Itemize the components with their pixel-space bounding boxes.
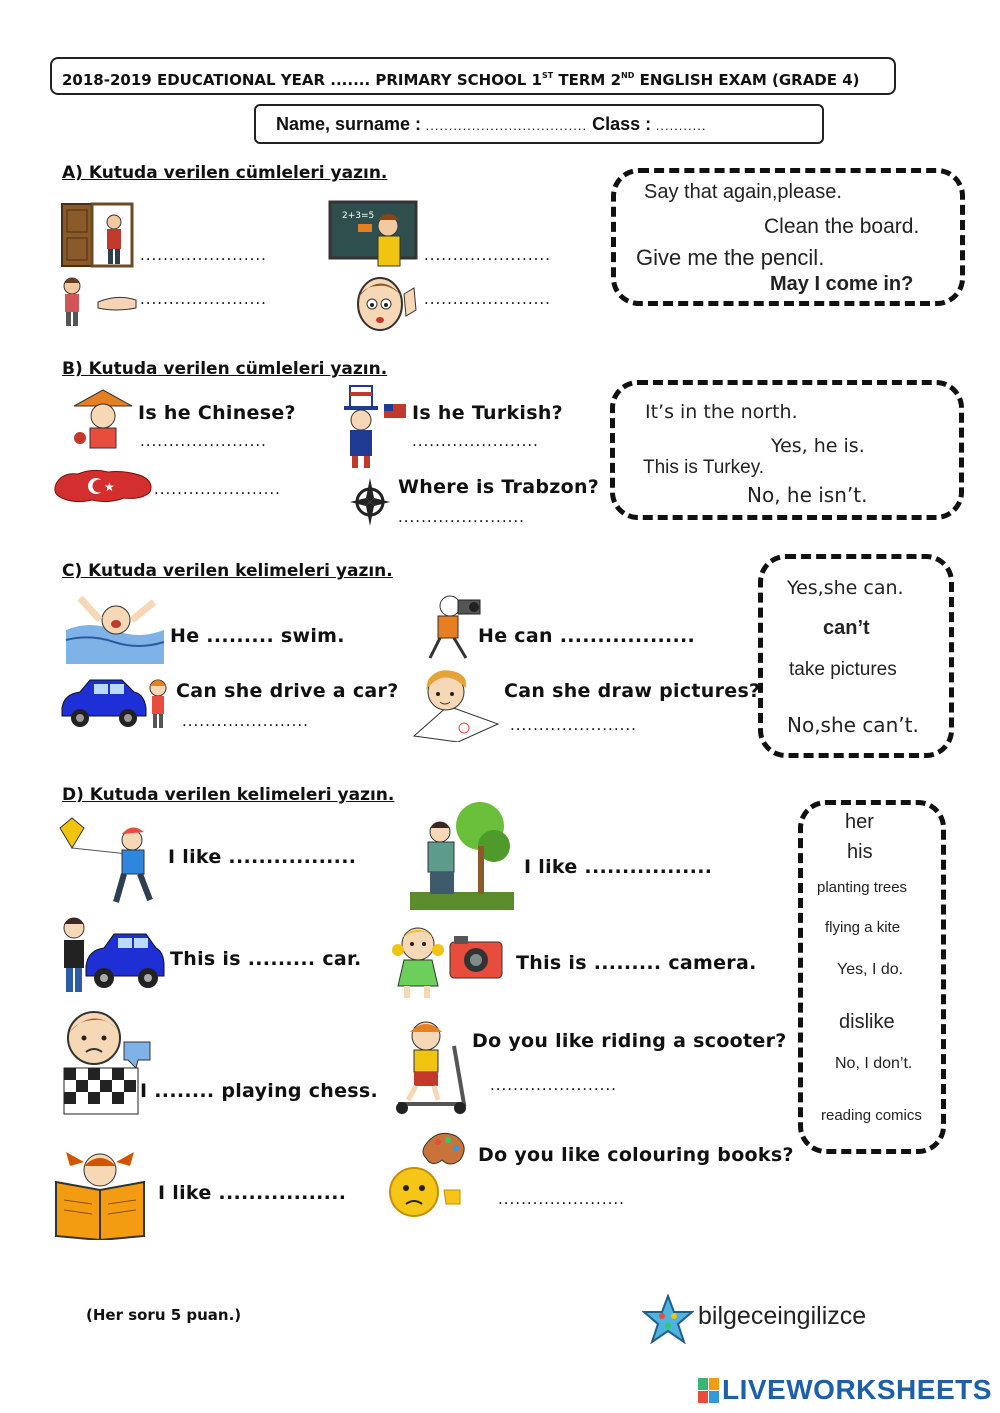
exam-title: 2018-2019 EDUCATIONAL YEAR ....... PRIMARY SCHOOL 1ST TERM 2ND ENGLISH EXAM (GRADE 4)	[50, 57, 896, 95]
section-d-sentence-1: I like .................	[168, 846, 357, 868]
section-b-blank-2[interactable]: ......................	[412, 432, 539, 450]
option-a-2: Clean the board.	[764, 215, 920, 238]
section-b-blank-1[interactable]: ......................	[140, 432, 267, 450]
section-d-sentence-7: I like .................	[158, 1182, 347, 1204]
palette-confused-icon	[386, 1124, 472, 1222]
section-d-sentence-3: This is ......... car.	[170, 948, 362, 970]
option-c-1: Yes,she can.	[787, 577, 904, 599]
section-b-blank-3[interactable]: ......................	[154, 480, 281, 498]
option-d-1: her	[845, 811, 874, 833]
chinese-man-icon	[70, 388, 136, 450]
option-d-6: dislike	[839, 1011, 895, 1033]
svg-text:★: ★	[104, 480, 115, 494]
clean-board-icon	[328, 198, 420, 270]
liveworksheets-watermark[interactable]: LIVEWORKSHEETS	[722, 1374, 992, 1405]
section-c-sentence-3: Can she drive a car?	[176, 680, 399, 702]
option-d-5: Yes, I do.	[837, 961, 904, 978]
section-d-title: D) Kutuda verilen kelimeleri yazın.	[62, 785, 395, 805]
section-a-title: A) Kutuda verilen cümleleri yazın.	[62, 163, 388, 183]
section-d-blank-2[interactable]: ......................	[498, 1190, 625, 1208]
section-d-sentence-6: Do you like riding a scooter?	[472, 1030, 787, 1052]
section-a-blank-2[interactable]: ......................	[424, 246, 551, 264]
option-c-3: take pictures	[789, 659, 897, 680]
section-d-option-box	[798, 800, 946, 1154]
name-dots[interactable]: ...................................	[421, 118, 588, 133]
section-d-sentence-2: I like .................	[524, 856, 713, 878]
section-a-blank-4[interactable]: ......................	[424, 290, 551, 308]
option-d-2: his	[847, 841, 873, 863]
give-pencil-icon	[58, 274, 140, 330]
liveworksheets-logo-icon	[698, 1378, 720, 1404]
section-b-question-1: Is he Chinese?	[138, 402, 296, 424]
option-b-3: This is Turkey.	[643, 457, 765, 478]
compass-icon	[348, 476, 394, 528]
reading-girl-icon	[50, 1148, 150, 1240]
option-a-4: May I come in?	[770, 273, 914, 295]
option-b-2: Yes, he is.	[771, 435, 865, 457]
option-b-1: It’s in the north.	[645, 401, 798, 423]
section-c-sentence-4: Can she draw pictures?	[504, 680, 761, 702]
svg-text:2+3=5: 2+3=5	[342, 211, 375, 221]
option-a-3: Give me the pencil.	[636, 245, 825, 270]
section-d-sentence-4: This is ......... camera.	[516, 952, 757, 974]
section-a-blank-1[interactable]: ......................	[140, 246, 267, 264]
section-c-title: C) Kutuda verilen kelimeleri yazın.	[62, 561, 393, 581]
section-c-blank-1[interactable]: ......................	[182, 712, 309, 730]
option-c-4: No,she can’t.	[787, 713, 919, 737]
option-a-1: Say that again,please.	[644, 181, 842, 203]
section-c-blank-2[interactable]: ......................	[510, 716, 637, 734]
drawing-girl-icon	[408, 666, 502, 742]
section-d-blank-1[interactable]: ......................	[490, 1076, 617, 1094]
section-d-sentence-8: Do you like colouring books?	[478, 1144, 794, 1166]
section-d-sentence-5: I ........ playing chess.	[140, 1080, 379, 1102]
option-b-4: No, he isn’t.	[747, 483, 868, 507]
section-b-question-3: Where is Trabzon?	[398, 476, 600, 498]
girl-camera-icon	[390, 920, 506, 1002]
section-c-sentence-1: He ......... swim.	[170, 625, 345, 647]
option-c-2: can’t	[823, 617, 870, 639]
boy-car-icon	[58, 912, 168, 996]
name-label: Name, surname :	[276, 114, 422, 134]
section-b-blank-4[interactable]: ......................	[398, 508, 525, 526]
car-girl-icon	[58, 670, 174, 734]
points-note: (Her soru 5 puan.)	[86, 1306, 242, 1324]
scooter-girl-icon	[388, 1016, 472, 1116]
name-class-box	[254, 104, 824, 144]
option-d-7: No, I don’t.	[835, 1055, 913, 1072]
swimming-boy-icon	[60, 590, 168, 666]
option-d-8: reading comics	[821, 1107, 922, 1124]
kite-boy-icon	[58, 814, 164, 908]
section-b-title: B) Kutuda verilen cümleleri yazın.	[62, 359, 388, 379]
listening-face-icon	[350, 270, 420, 334]
class-dots[interactable]: ...........	[651, 118, 707, 133]
section-c-option-box	[758, 554, 954, 758]
planting-tree-icon	[410, 796, 514, 912]
section-c-sentence-2: He can ..................	[478, 625, 696, 647]
section-a-option-box	[611, 168, 965, 306]
class-label: Class :	[587, 114, 652, 134]
turkey-map-icon	[52, 466, 156, 508]
option-d-4: flying a kite	[825, 919, 901, 936]
option-d-3: planting trees	[817, 879, 908, 896]
door-knock-icon	[60, 200, 136, 270]
uncle-sam-icon	[332, 384, 410, 470]
brand-name: bilgeceingilizce	[698, 1302, 867, 1330]
section-b-option-box	[610, 380, 964, 520]
section-a-blank-3[interactable]: ......................	[140, 290, 267, 308]
section-b-question-2: Is he Turkish?	[412, 402, 563, 424]
star-logo-icon	[642, 1294, 694, 1344]
